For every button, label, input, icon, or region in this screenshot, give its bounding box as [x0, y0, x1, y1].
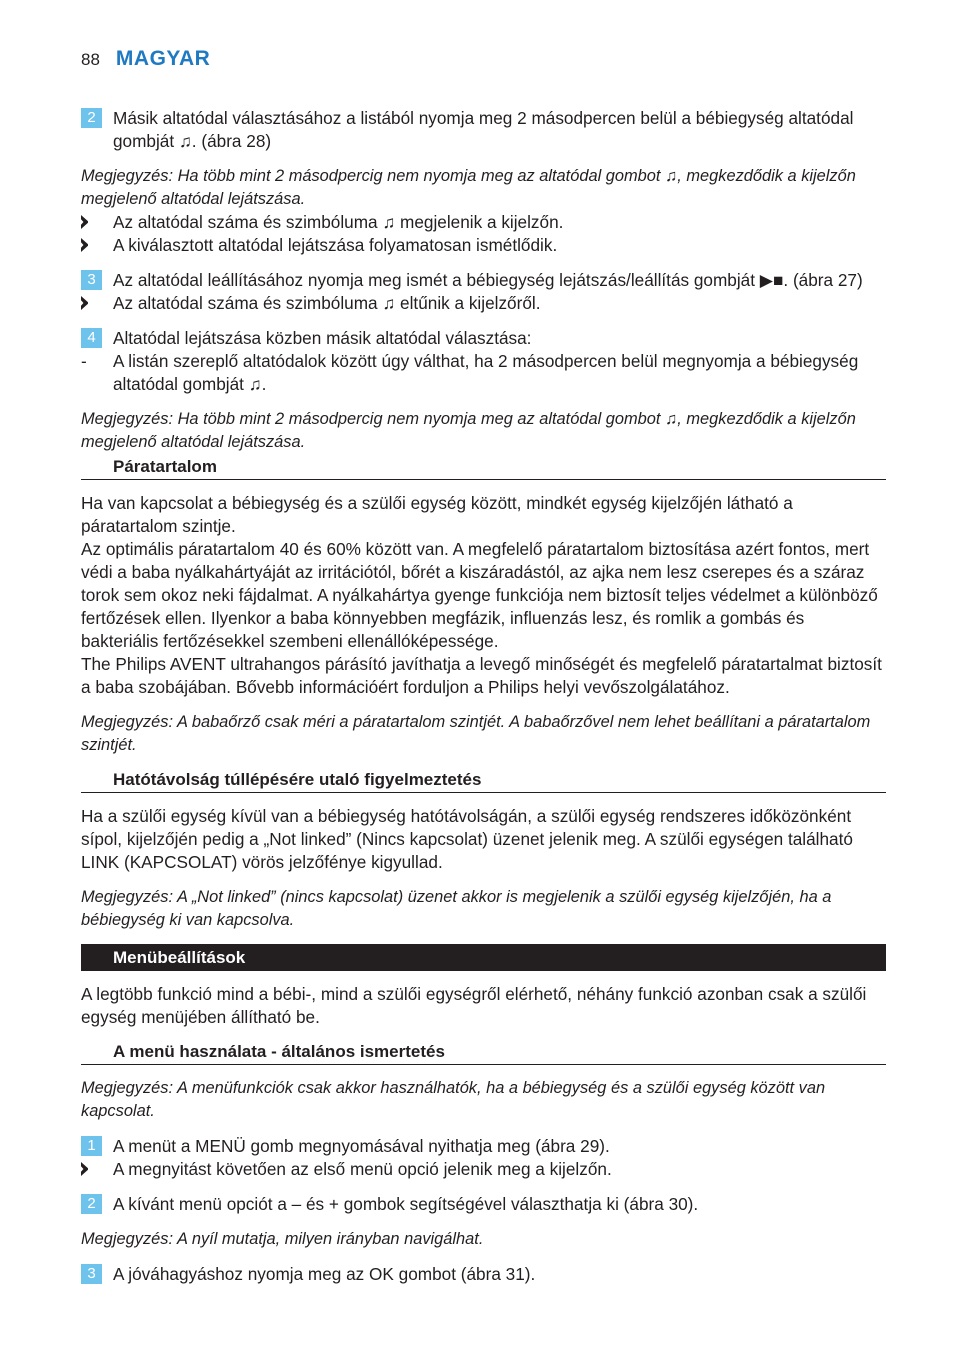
- dash-item: [81, 350, 886, 396]
- step-number-badge: 3: [81, 1264, 102, 1284]
- note-text: A babaőrző csak méri a páratartalom szintjét. A babaőrzővel nem lehet beállítani a páratartalom szintjét.: [81, 713, 871, 754]
- step-number-badge: 3: [81, 270, 102, 290]
- section-heading-menu-settings: Menübeállítások: [81, 944, 886, 971]
- dash-mark: -: [81, 351, 87, 371]
- bullet-arrow-icon: [81, 238, 88, 252]
- result-bullet: [81, 211, 886, 234]
- paragraph: Ha van kapcsolat a bébiegység és a szülői egység között, mindkét egység kijelzőjén látható a páratartalom szintje.: [81, 493, 793, 536]
- bullet-text: A kiválasztott altatódal lejátszása folyamatosan ismétlődik.: [113, 235, 558, 255]
- note-text: A „Not linked” (nincs kapcsolat) üzenet akkor is megjelenik a szülői egység kijelzőjén, ha a bébiegység ki van kapcsolva.: [81, 888, 832, 929]
- page-number: 88: [81, 50, 100, 69]
- note: [81, 1228, 886, 1251]
- paragraph: A legtöbb funkció mind a bébi-, mind a szülői egységről elérhető, néhány funkció azonban csak a szülői egység menüjében állítható be.: [81, 984, 867, 1027]
- paragraph: Ha a szülői egység kívül van a bébiegység hatótávolságán, a szülői egység rendszeres időközönként sípol, kijelzőjén pedig a „Not linked” (Nincs kapcsolat) üzenet jelenik meg. A szülői egységen található LINK (KAPCSOLAT) vörös jelzőfénye kigyullad.: [81, 806, 853, 872]
- result-bullet: [81, 234, 886, 257]
- step-number-badge: 2: [81, 1194, 102, 1214]
- subheading-range-warning: Hatótávolság túllépésére utaló figyelmeztetés: [81, 769, 886, 793]
- result-bullet: [81, 292, 886, 315]
- note-label: Megjegyzés:: [81, 713, 174, 731]
- step-number-badge: 2: [81, 108, 102, 128]
- step-text: A menüt a MENÜ gomb megnyomásával nyithatja meg (ábra 29).: [113, 1136, 610, 1156]
- step-number-badge: 4: [81, 328, 102, 348]
- note-text: A menüfunkciók csak akkor használhatók, ha a bébiegység és a szülői egység között van kapcsolat.: [81, 1079, 826, 1120]
- page-header: [81, 47, 210, 73]
- paragraph: The Philips AVENT ultrahangos párásító javíthatja a levegő minőségét és megfelelő páratartalmat biztosít a baba szobájában. Bővebb információért forduljon a Philips helyi vevőszolgálatához.: [81, 654, 882, 697]
- step-number-badge: 1: [81, 1136, 102, 1156]
- note-text: A nyíl mutatja, milyen irányban navigálhat.: [173, 1230, 484, 1248]
- step-item: [81, 327, 886, 350]
- bullet-text: Az altatódal száma és szimbóluma ♫ megjelenik a kijelzőn.: [113, 212, 564, 232]
- step-text: A jóváhagyáshoz nyomja meg az OK gombot (ábra 31).: [113, 1264, 536, 1284]
- note-label: Megjegyzés:: [81, 167, 174, 185]
- result-bullet: [81, 1158, 886, 1181]
- note-label: Megjegyzés:: [81, 1230, 174, 1248]
- note: [81, 886, 886, 932]
- note: [81, 711, 886, 757]
- subheading-humidity: Páratartalom: [81, 456, 886, 480]
- step-item: [81, 1135, 886, 1158]
- bullet-arrow-icon: [81, 296, 88, 310]
- note-text: Ha több mint 2 másodpercig nem nyomja meg az altatódal gombot ♫, megkezdődik a kijelzőn megjelenő altatódal lejátszása.: [81, 410, 856, 451]
- note-text: Ha több mint 2 másodpercig nem nyomja meg az altatódal gombot ♫, megkezdődik a kijelzőn megjelenő altatódal lejátszása.: [81, 167, 856, 208]
- step-text: A kívánt menü opciót a – és + gombok segítségével választhatja ki (ábra 30).: [113, 1194, 699, 1214]
- step-item: [81, 107, 886, 153]
- paragraph: Az optimális páratartalom 40 és 60% között van. A megfelelő páratartalom biztosítása azért fontos, mert védi a baba nyálkahártyáját az irritációtól, bőrét a kiszáradástól, az ajka nem lesz cserepes és a száraz torok sem okoz neki fájdalmat. A nyálkahártya gyenge funkciója nem biztosít teljes védelmet a különböző fertőzések ellen. Ilyenkor a baba könnyebben megfázik, influenzás lesz, és romlik a gombás és bakteriális fertőzésekkel szembeni ellenállóképessége.: [81, 539, 878, 651]
- page-content: [81, 107, 886, 1286]
- note-label: Megjegyzés:: [81, 410, 174, 428]
- note-label: Megjegyzés:: [81, 1079, 174, 1097]
- subheading-menu-usage: A menü használata - általános ismertetés: [81, 1041, 886, 1065]
- bullet-arrow-icon: [81, 215, 88, 229]
- note: [81, 165, 886, 211]
- step-item: [81, 1193, 886, 1216]
- step-text: Altatódal lejátszása közben másik altatódal választása:: [113, 328, 532, 348]
- step-item: [81, 269, 886, 292]
- step-text: Másik altatódal választásához a listából nyomja meg 2 másodpercen belül a bébiegység altatódal gombját ♫. (ábra 28): [113, 108, 854, 151]
- dash-text: A listán szereplő altatódalok között úgy válthat, ha 2 másodpercen belül megnyomja a bébiegység altatódal gombját ♫.: [113, 351, 859, 394]
- note: [81, 1077, 886, 1123]
- bullet-text: A megnyitást követően az első menü opció jelenik meg a kijelzőn.: [113, 1159, 612, 1179]
- step-text: Az altatódal leállításához nyomja meg ismét a bébiegység lejátszás/leállítás gombját ▶■. (ábra 27): [113, 270, 863, 290]
- language-title: MAGYAR: [115, 47, 211, 70]
- note: [81, 408, 886, 454]
- note-label: Megjegyzés:: [81, 888, 174, 906]
- step-item: [81, 1263, 886, 1286]
- bullet-arrow-icon: [81, 1162, 88, 1176]
- bullet-text: Az altatódal száma és szimbóluma ♫ eltűnik a kijelzőről.: [113, 293, 541, 313]
